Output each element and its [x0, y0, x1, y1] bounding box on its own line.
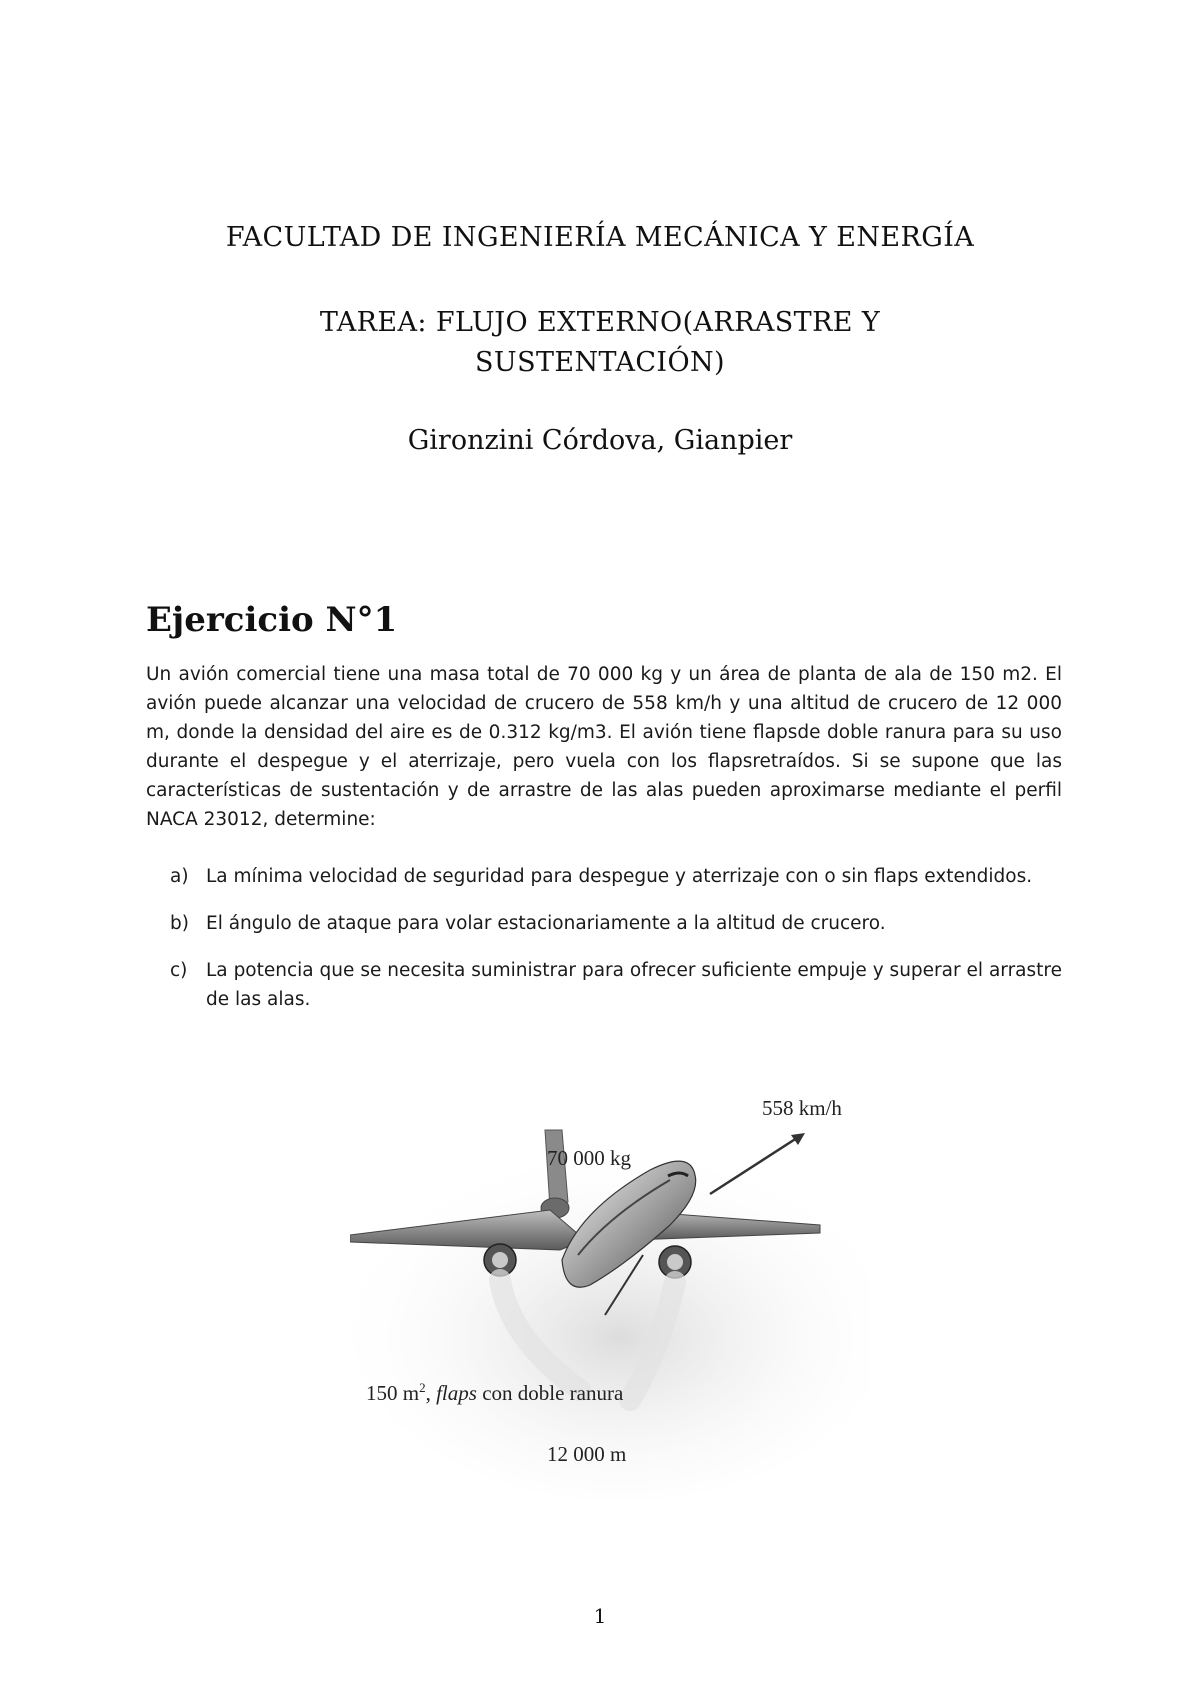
author-name: Gironzini Córdova, Gianpier: [407, 425, 793, 456]
task-marker: a): [170, 866, 189, 887]
mass-label: 70 000 kg: [547, 1146, 631, 1170]
wing-area-flaps: flaps: [436, 1381, 477, 1405]
task-text: La mínima velocidad de seguridad para despegue y aterrizaje con o sin flaps extendidos.: [206, 866, 1033, 887]
wing-area-comma: ,: [425, 1381, 437, 1405]
problem-statement: Un avión comercial tiene una masa total de 70 000 kg y un área de planta de ala de 150 m2. El avión puede alcanzar una velocidad de crucero de 558 km/h y una altitud de crucero de 12 000 m, donde la densidad del aire es de 0.312 kg/m3. El avión tiene flapsde doble ranura para su uso durante el despegue y el aterrizaje, pero vuela con los flapsretraídos. Si se supone que las características de sustentación y de arrastre de las alas pueden aproximarse mediante el perfil NACA 23012, determine:: [146, 664, 1062, 830]
assignment-title-line-1: TAREA: FLUJO EXTERNO(ARRASTRE Y: [319, 307, 881, 338]
wing-area-suffix: con doble ranura: [476, 1381, 624, 1405]
altitude-label: 12 000 m: [547, 1442, 627, 1466]
task-text: La potencia que se necesita suministrar para ofrecer suficiente empuje y superar el arrastre de las alas.: [206, 960, 1062, 1010]
left-engine-intake: [492, 1252, 508, 1268]
task-item-c: [146, 956, 1062, 1014]
assignment-title: [0, 303, 1200, 383]
page-number: 1: [593, 1604, 607, 1628]
task-item-a: [146, 862, 1062, 891]
task-marker: c): [170, 960, 188, 981]
speed-label: 558 km/h: [762, 1096, 842, 1120]
task-list: [146, 862, 1062, 1032]
assignment-title-line-2: SUSTENTACIÓN): [475, 347, 725, 378]
exercise-heading: Ejercicio N°1: [146, 600, 398, 640]
wing-area-exponent: 2: [419, 1380, 426, 1395]
right-engine-intake: [667, 1254, 683, 1270]
wing-area-label: [366, 1380, 623, 1406]
faculty-title: FACULTAD DE INGENIERÍA MECÁNICA Y ENERGÍA: [225, 222, 975, 253]
task-text: El ángulo de ataque para volar estacionariamente a la altitud de crucero.: [206, 913, 886, 934]
task-item-b: [146, 909, 1062, 938]
wing-area-prefix: 150 m: [366, 1381, 420, 1405]
airplane-figure: [350, 1090, 870, 1510]
task-marker: b): [170, 913, 189, 934]
